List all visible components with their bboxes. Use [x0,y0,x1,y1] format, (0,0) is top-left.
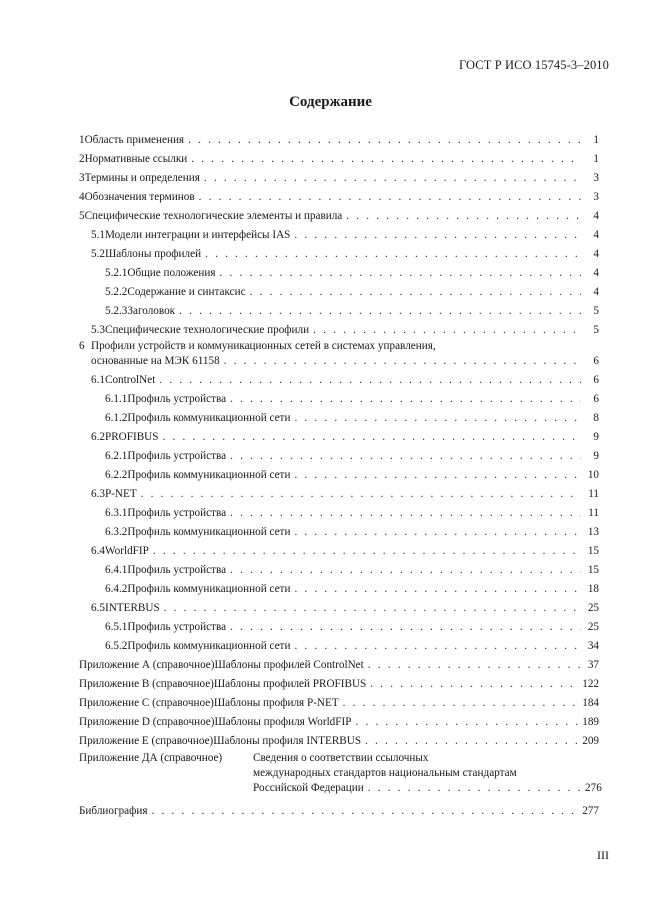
toc-num: 5 [79,210,85,222]
toc-page: 13 [587,526,599,538]
toc-num: 6.4.2 [105,583,128,595]
toc-leader [153,545,581,558]
toc-entry-6-4-2[interactable] [79,577,599,596]
toc-text: Профиль коммуникационной сети [127,583,291,595]
toc-text: Профиль коммуникационной сети [127,526,291,538]
toc-page: 4 [593,267,599,279]
toc-entry-6-2-2[interactable] [79,463,599,482]
toc-page: 4 [593,210,599,222]
toc-leader [294,583,581,596]
toc-leader [355,716,578,729]
toc-text-continued: международных стандартов национальным стандартам [253,767,517,779]
toc-entry-6-1-1[interactable] [79,387,599,406]
toc-leader [365,735,578,748]
toc-page: 6 [593,374,599,386]
toc-leader [199,191,581,204]
toc-text: Шаблоны профилей PROFIBUS [213,678,367,690]
toc-text: Шаблоны профиля INTERBUS [213,735,362,747]
toc-leader [230,393,581,406]
toc-text-continued: Российской Федерации [253,782,364,794]
toc-text: Шаблоны профилей [104,248,202,260]
toc-num: 6.5 [91,602,105,614]
appendix-prefix: Приложение ДА (справочное) [79,752,223,764]
toc-page: 25 [587,621,599,633]
toc-text: Специфические технологические профили [104,324,310,336]
toc-num: 3 [79,172,85,184]
toc-leader [205,248,581,261]
toc-leader [179,305,581,318]
toc-text: Заголовок [127,305,176,317]
toc-page: 4 [593,248,599,260]
toc-text: Библиография [79,805,148,817]
toc-entry-3[interactable] [79,166,599,185]
toc-leader [294,469,581,482]
toc-num: 4 [79,191,85,203]
toc-text: Шаблоны профиля WorldFIP [214,716,352,728]
toc-page: 10 [587,469,599,481]
toc-text: PROFIBUS [104,431,159,443]
toc-bibliography[interactable] [79,796,599,818]
toc-entry-6-2[interactable] [79,425,599,444]
toc-num: 6.4 [91,545,105,557]
toc-entry-5[interactable] [79,204,599,223]
toc-leader [368,781,581,796]
toc-entry-6[interactable] [79,337,599,368]
toc-leader [343,697,579,710]
toc-entry-5-1[interactable] [79,223,599,242]
toc-text: Шаблоны профиля P-NET [213,697,339,709]
toc-appendix-e[interactable] [79,729,599,748]
toc-text: Нормативные ссылки [84,153,188,165]
toc-page: 9 [593,431,599,443]
toc-page: 189 [582,716,599,728]
toc-entry-2[interactable] [79,147,599,166]
toc-page: 6 [593,354,599,367]
toc-leader [294,412,581,425]
toc-text: Модели интеграции и интерфейсы IAS [104,229,291,241]
toc-num: 6.5.2 [105,640,128,652]
toc-text: INTERBUS [104,602,160,614]
page-number: III [597,848,609,862]
toc-text: Специфические технологические элементы и правила [84,210,343,222]
toc-page: 4 [593,286,599,298]
toc-num: 6.3 [91,488,105,500]
toc-page: 8 [593,412,599,424]
toc-page: 122 [582,678,599,690]
toc-page: 1 [593,153,599,165]
toc-text: Шаблоны профилей ControlNet [214,659,364,671]
document-standard-number: ГОСТ Р ИСО 15745-3–2010 [459,58,609,72]
appendix-prefix: Приложение В (справочное) [79,678,214,690]
toc-page: 5 [593,324,599,336]
toc-leader [230,621,581,634]
toc-entry-1[interactable] [79,128,599,147]
toc-num: 5.3 [91,324,105,336]
toc-page: 15 [587,564,599,576]
toc-entry-6-4-1[interactable] [79,558,599,577]
toc-page: 11 [588,507,599,519]
toc-text: Профили устройств и коммуникационных сетей в системах управления, [91,340,436,352]
toc-leader [162,431,581,444]
toc-page: 34 [587,640,599,652]
toc-page: 18 [587,583,599,595]
toc-text: Содержание и синтаксис [127,286,246,298]
toc-appendix-da[interactable] [79,748,602,796]
toc-leader [224,354,581,369]
toc-num: 6.3.2 [105,526,128,538]
toc-num: 6.5.1 [105,621,128,633]
toc-entry-5-3[interactable] [79,318,599,337]
toc-num: 6 [79,340,85,352]
toc-num: 6.1 [91,374,105,386]
toc-text: Профиль коммуникационной сети [127,469,291,481]
toc-num: 6.2.1 [105,450,128,462]
toc-num: 6.1.2 [105,412,128,424]
toc-text: Профиль устройства [127,507,227,519]
toc-page: 277 [582,805,599,817]
toc-appendix-a[interactable] [79,653,599,672]
toc-page: 11 [588,488,599,500]
toc-num: 5.1 [91,229,105,241]
toc-page: 37 [587,659,599,671]
toc-entry-6-1[interactable] [79,368,599,387]
toc-text: Сведения о соответствии ссылочных [253,752,429,764]
toc-page: 15 [587,545,599,557]
toc-text: Профиль устройства [127,564,227,576]
page-title: Содержание [289,94,372,110]
toc-num: 5.2 [91,248,105,260]
toc-entry-6-3-1[interactable] [79,501,599,520]
toc-num: 5.2.2 [105,286,128,298]
toc-leader [204,172,581,185]
toc-num: 1 [79,134,85,146]
toc-page: 5 [593,305,599,317]
toc-num: 5.2.1 [105,267,128,279]
toc-num: 6.2 [91,431,105,443]
appendix-prefix: Приложение D (справочное) [79,716,215,728]
toc-text: ControlNet [104,374,156,386]
toc-page: 25 [587,602,599,614]
toc-text: Профиль коммуникационной сети [127,412,291,424]
toc-leader [141,488,581,501]
toc-leader [250,286,581,299]
toc-text: Профиль устройства [127,450,227,462]
toc-appendix-c[interactable] [79,691,599,710]
toc-entry-5-2-1[interactable] [79,261,599,280]
toc-leader [294,640,581,653]
toc-leader [188,134,581,147]
toc-appendix-d[interactable] [79,710,599,729]
toc-page: 276 [585,782,602,794]
toc-page: 4 [593,229,599,241]
toc-text: Обозначения терминов [84,191,195,203]
toc-page: 184 [582,697,599,709]
table-of-contents [79,128,602,818]
toc-page: 6 [593,393,599,405]
toc-text: Общие положения [127,267,216,279]
toc-leader [230,564,581,577]
toc-num: 6.3.1 [105,507,128,519]
toc-text: Термины и определения [84,172,200,184]
toc-text-continued: основанные на МЭК 61158 [91,354,220,367]
toc-leader [313,324,581,337]
toc-leader [152,805,579,818]
toc-leader [294,526,581,539]
toc-leader [230,450,581,463]
toc-entry-4[interactable] [79,185,599,204]
toc-text: Область применения [84,134,185,146]
toc-entry-6-5-1[interactable] [79,615,599,634]
toc-entry-6-3[interactable] [79,482,599,501]
toc-num: 6.2.2 [105,469,128,481]
toc-leader [346,210,581,223]
appendix-prefix: Приложение А (справочное) [79,659,215,671]
toc-leader [191,153,581,166]
toc-entry-6-5[interactable] [79,596,599,615]
toc-entry-6-1-2[interactable] [79,406,599,425]
toc-page: 9 [593,450,599,462]
toc-leader [294,229,581,242]
appendix-prefix: Приложение Е (справочное) [79,735,214,747]
toc-entry-5-2-3[interactable] [79,299,599,318]
toc-page: 1 [593,134,599,146]
toc-entry-5-2[interactable] [79,242,599,261]
toc-page: 3 [593,172,599,184]
toc-num: 5.2.3 [105,305,128,317]
toc-leader [368,659,581,672]
toc-entry-6-5-2[interactable] [79,634,599,653]
toc-entry-6-4[interactable] [79,539,599,558]
toc-entry-6-2-1[interactable] [79,444,599,463]
toc-text: Профиль устройства [127,621,227,633]
toc-entry-5-2-2[interactable] [79,280,599,299]
toc-text: Профиль устройства [127,393,227,405]
toc-leader [159,374,581,387]
appendix-prefix: Приложение С (справочное) [79,697,214,709]
toc-num: 6.1.1 [105,393,128,405]
toc-entry-6-3-2[interactable] [79,520,599,539]
toc-leader [370,678,578,691]
toc-page: 3 [593,191,599,203]
toc-text: P-NET [104,488,137,500]
toc-text: Профиль коммуникационной сети [127,640,291,652]
toc-num: 6.4.1 [105,564,128,576]
toc-page: 209 [582,735,599,747]
toc-leader [164,602,581,615]
toc-appendix-b[interactable] [79,672,599,691]
toc-leader [230,507,581,520]
toc-num: 2 [79,153,85,165]
toc-leader [220,267,581,280]
toc-text: WorldFIP [104,545,149,557]
